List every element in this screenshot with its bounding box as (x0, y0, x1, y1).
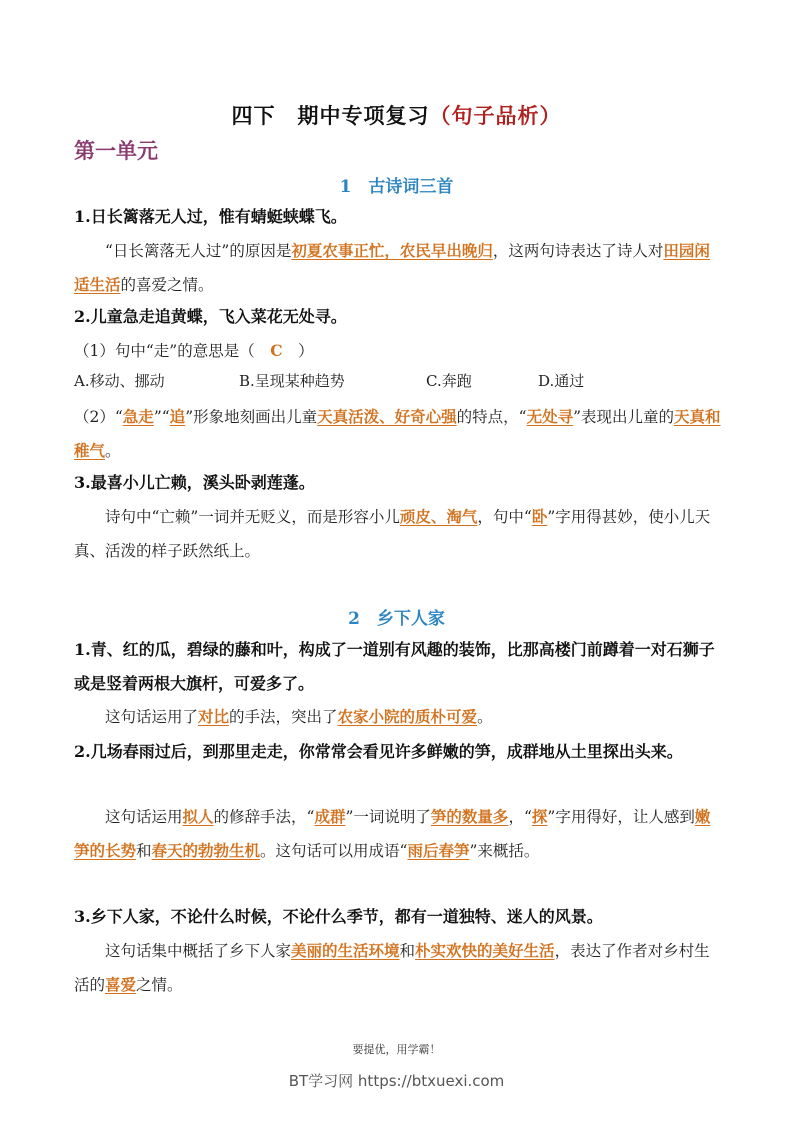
answer-blank: 天真和稚气 (74, 407, 721, 460)
answer-blank: 成群 (314, 807, 346, 826)
lesson-1-answer-1: “日长篱落无人过”的原因是初夏农事正忙，农民早出晚归，这两句诗表达了诗人对田园闲适生活的喜爱之情。 (74, 241, 710, 294)
option-b: B.呈现某种趋势 (239, 372, 345, 390)
lesson-1-question-3: 3.最喜小儿亡赖，溪头卧剥莲蓬。 (74, 473, 315, 492)
lesson-1-answer-3: 诗句中“亡赖”一词并无贬义，而是形容小儿顽皮、淘气，句中“卧”字用得甚妙，使小儿天真、活泼的样子跃然纸上。 (74, 507, 711, 560)
answer-blank: 追 (169, 407, 186, 426)
answer-blank: 急走 (122, 407, 154, 426)
answer-blank: 田园闲适生活 (74, 241, 710, 294)
answer-blank: 初夏农事正忙，农民早出晚归 (291, 241, 493, 260)
page-title (0, 100, 793, 130)
option-d: D.通过 (538, 372, 585, 390)
lesson-1-q2-sub1: （1）句中“走”的意思是（ C ） (74, 341, 314, 360)
answer-blank: 探 (531, 807, 548, 826)
answer-blank: 拟人 (182, 807, 214, 826)
lesson-2-heading: 2 乡下人家 (348, 609, 445, 629)
footer-watermark: BT学习网 https://btxuexi.com (288, 1072, 505, 1090)
option-a: A.移动、挪动 (74, 372, 165, 390)
lesson-1-question-2: 2.儿童急走追黄蝶，飞入菜花无处寻。 (74, 307, 347, 326)
answer-blank: 美丽的生活环境 (291, 941, 400, 960)
answer-blank: 农家小院的质朴可爱 (337, 707, 478, 726)
answer-blank: 天真活泼、好奇心强 (317, 407, 457, 426)
answer-blank: 朴实欢快的美好生活 (415, 941, 555, 960)
unit-heading: 第一单元 (74, 138, 158, 163)
footer-slogan: 要提优，用学霸！ (352, 1043, 441, 1056)
option-c: C.奔跑 (426, 372, 472, 390)
lesson-1-question-1: 1.日长篱落无人过，惟有蜻蜓蛱蝶飞。 (74, 207, 347, 226)
lesson-2-answer-1: 这句话运用了对比的手法，突出了农家小院的质朴可爱。 (105, 707, 493, 726)
answer-blank: 笋的数量多 (430, 807, 509, 826)
answer-blank: 对比 (198, 707, 230, 726)
lesson-1-q2-options (74, 370, 724, 391)
lesson-2-answer-2: 这句话运用拟人的修辞手法，“成群”一词说明了笋的数量多，“探”字用得好，让人感到嫩笋的长势和春天的勃勃生机。这句话可以用成语“雨后春笋”来概括。 (74, 807, 711, 860)
lesson-1-q2-sub2: （2）“急走”“追”形象地刻画出儿童天真活泼、好奇心强的特点，“无处寻”表现出儿童的天真和稚气。 (74, 407, 721, 460)
lesson-2-question-3: 3.乡下人家，不论什么时候，不论什么季节，都有一道独特、迷人的风景。 (74, 907, 603, 926)
lesson-1-heading: 1 古诗词三首 (339, 177, 454, 197)
answer-blank: 喜爱 (105, 975, 137, 994)
answer-blank: 雨后春笋 (407, 841, 470, 860)
answer-blank: 嫩笋的长势 (74, 807, 711, 860)
answer-choice: C (270, 341, 283, 360)
answer-blank: 顽皮、淘气 (399, 507, 478, 526)
answer-blank: 无处寻 (526, 407, 574, 426)
title-sub: （句子品析） (429, 103, 562, 128)
answer-blank: 卧 (531, 507, 548, 526)
answer-blank: 春天的勃勃生机 (151, 841, 261, 860)
title-main: 四下 期中专项复习 (231, 103, 430, 128)
lesson-2-answer-3: 这句话集中概括了乡下人家美丽的生活环境和朴实欢快的美好生活，表达了作者对乡村生活的喜爱之情。 (74, 941, 710, 994)
lesson-2-question-2: 2.几场春雨过后，到那里走走，你常常会看见许多鲜嫩的笋，成群地从土里探出头来。 (74, 742, 683, 761)
lesson-2-question-1: 1.青、红的瓜，碧绿的藤和叶，构成了一道别有风趣的装饰，比那高楼门前蹲着一对石狮子或是竖着两根大旗杆，可爱多了。 (74, 640, 715, 693)
